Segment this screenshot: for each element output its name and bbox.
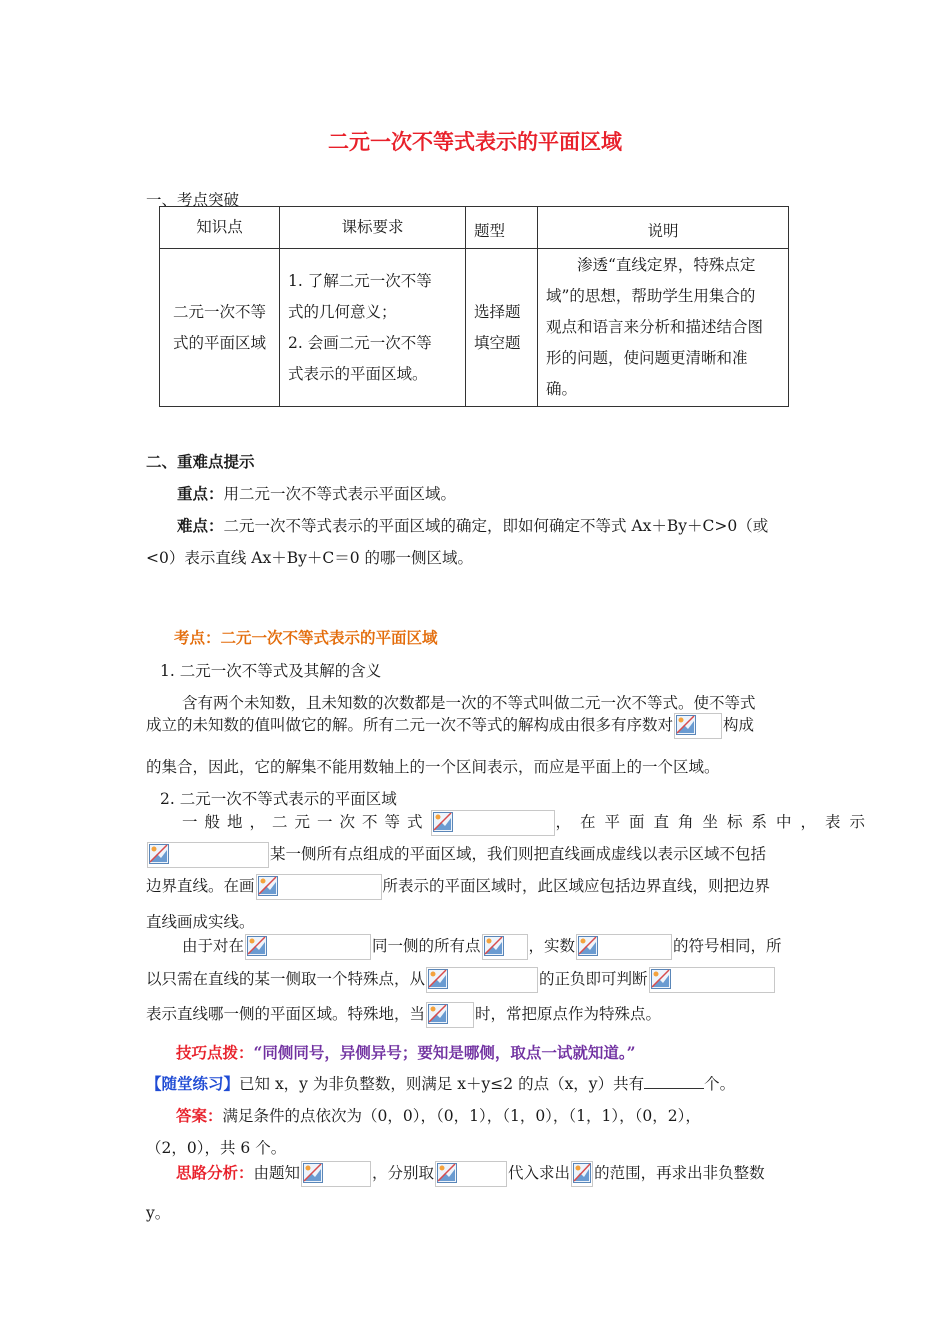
point-1-heading: 1. 二元一次不等式及其解的含义 [160, 662, 382, 680]
broken-image-icon [433, 812, 453, 832]
formula-image [431, 810, 555, 836]
section-heading-1: 一、考点突破 [146, 191, 240, 209]
broken-image-icon [484, 936, 504, 956]
broken-image-icon [428, 1004, 448, 1024]
formula-image [482, 934, 528, 960]
paragraph-line: 某一侧所有点组成的平面区域，我们则把直线画成虚线以表示区域不包括 [146, 842, 766, 868]
formula-image [571, 1161, 593, 1187]
broken-image-icon [149, 844, 169, 864]
paragraph-line: 直线画成实线。 [146, 913, 255, 931]
paragraph-line: 以只需在直线的某一侧取一个特殊点，从 的正负即可判断 [146, 967, 776, 993]
answer-blank[interactable] [644, 1074, 704, 1089]
formula-image [435, 1161, 507, 1187]
point-2-heading: 2. 二元一次不等式表示的平面区域 [160, 790, 397, 808]
table-header-cell: 课标要求 [280, 207, 466, 249]
answer-line-2: （2，0），共 6 个。 [146, 1139, 287, 1157]
formula-image [147, 842, 269, 868]
formula-image [426, 967, 538, 993]
tip-line: 技巧点拨：“同侧同号，异侧异号；要知是哪侧，取点一试就知道。” [176, 1043, 636, 1062]
table-row [160, 249, 789, 407]
broken-image-icon [303, 1163, 323, 1183]
broken-image-icon [573, 1163, 591, 1183]
paragraph-line: 边界直线。在画 所表示的平面区域时，此区域应包括边界直线，则把边界 [146, 874, 770, 900]
formula-image [576, 934, 672, 960]
table-cell-notes: 渗透“直线定界，特殊点定 域”的思想，帮助学生用集合的 观点和语言来分析和描述结合图 形的问题，使问题更清晰和准 确。 [538, 249, 789, 407]
broken-image-icon [428, 969, 448, 989]
broken-image-icon [247, 936, 267, 956]
section-heading-2: 二、重难点提示 [146, 452, 255, 471]
paragraph-line: 的集合，因此，它的解集不能用数轴上的一个区间表示，而应是平面上的一个区域。 [146, 758, 720, 776]
page-title: 二元一次不等式表示的平面区域 [328, 129, 622, 154]
table-cell-requirements: 1. 了解二元一次不等 式的几何意义； 2. 会画二元一次不等 式表示的平面区域。 [280, 249, 466, 407]
table-header-cell: 题型 [466, 207, 538, 249]
table-cell-types: 选择题 填空题 [466, 249, 538, 407]
broken-image-icon [258, 876, 278, 896]
answer-line-1: 答案：满足条件的点依次为（0，0），（0，1），（1，0），（1，1），（0，2）， [176, 1106, 701, 1125]
formula-image [245, 934, 371, 960]
broken-image-icon [676, 715, 696, 735]
knowledge-table [159, 206, 789, 407]
kaodian-heading: 考点：二元一次不等式表示的平面区域 [174, 628, 438, 647]
formula-image [426, 1002, 474, 1028]
formula-image [256, 874, 382, 900]
formula-image [301, 1161, 371, 1187]
analysis-line-1: 思路分析：由题知 ，分别取 代入求出 的范围，再求出非负整数 [176, 1161, 765, 1187]
analysis-line-2: y。 [146, 1204, 171, 1222]
table-header-cell: 知识点 [160, 207, 280, 249]
difficulty-line-1: 难点：二元一次不等式表示的平面区域的确定，即如何确定不等式 Ax＋By＋C>0（或 [177, 516, 769, 535]
table-header-cell: 说明 [538, 207, 789, 249]
paragraph-line: 成立的未知数的值叫做它的解。所有二元一次不等式的解构成由很多有序数对 构成 [146, 713, 754, 739]
key-point: 重点：用二元一次不等式表示平面区域。 [177, 484, 457, 503]
paragraph-line: 表示直线哪一侧的平面区域。特殊地，当 时，常把原点作为特殊点。 [146, 1002, 661, 1028]
table-header-row [160, 207, 789, 249]
broken-image-icon [578, 936, 598, 956]
broken-image-icon [651, 969, 671, 989]
paragraph-line: 由于对在 同一侧的所有点 ，实数 的符号相同，所 [182, 934, 782, 960]
paragraph-line: 含有两个未知数，且未知数的次数都是一次的不等式叫做二元一次不等式。使不等式 [182, 694, 756, 712]
table-cell-topic: 二元一次不等 式的平面区域 [160, 249, 280, 407]
broken-image-icon [437, 1163, 457, 1183]
formula-image [649, 967, 775, 993]
formula-image [674, 713, 722, 739]
exercise-line: 【随堂练习】已知 x，y 为非负整数，则满足 x＋y≤2 的点（x，y）共有 个。 [146, 1074, 736, 1093]
difficulty-line-2: <0）表示直线 Ax＋By＋C＝0 的哪一侧区域。 [146, 549, 474, 567]
paragraph-line: 一般地，二元一次不等式 ，在平面直角坐标系中，表示 [182, 810, 874, 836]
